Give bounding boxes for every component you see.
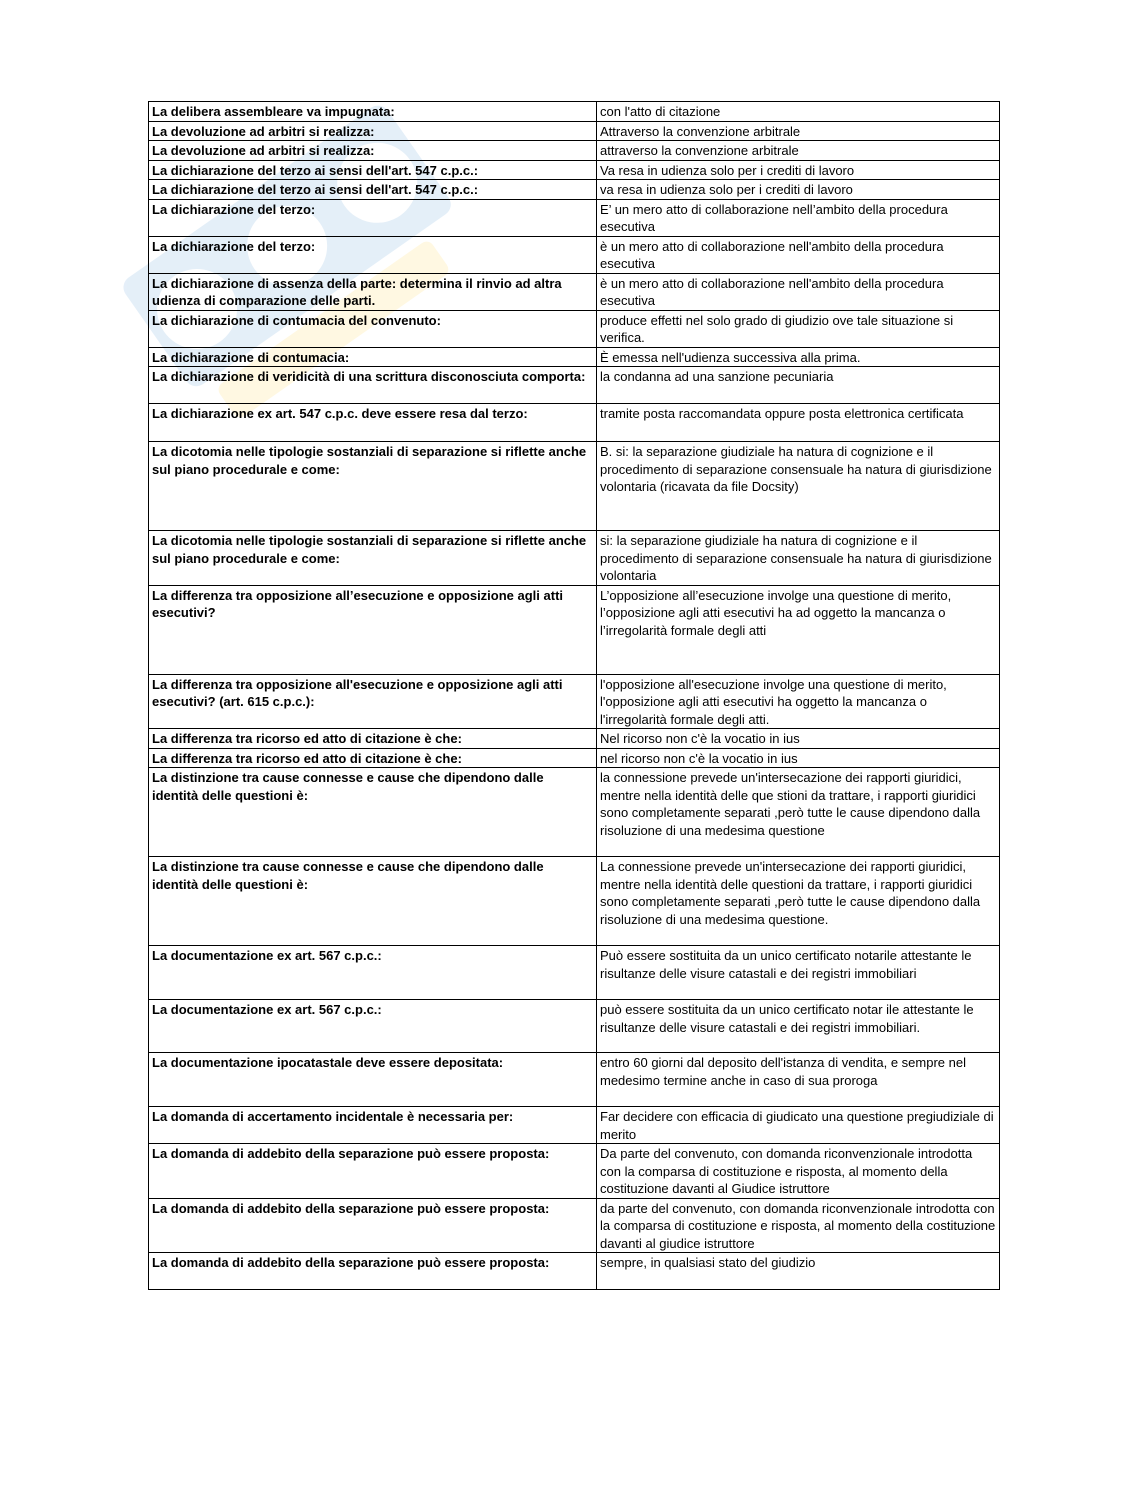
answer-cell: l'opposizione all'esecuzione involge una questione di merito, l'opposizione agli atti esecutivi ha oggetto la mancanza o l'irregolarità formale degli atti. — [597, 674, 1000, 729]
answer-cell: B. si: la separazione giudiziale ha natura di cognizione e il procedimento di separazione consensuale ha natura di giurisdizione volontaria (ricavata da file Docsity) — [597, 442, 1000, 531]
table-row — [149, 1107, 1000, 1144]
answer-cell: L’opposizione all’esecuzione involge una questione di merito, l’opposizione agli atti esecutivi ha ad oggetto la mancanza o l’irregolarità formale degli atti — [597, 585, 1000, 674]
question-cell: La dichiarazione ex art. 547 c.p.c. deve essere resa dal terzo: — [149, 404, 597, 442]
qa-table — [148, 101, 1000, 1290]
question-cell: La differenza tra opposizione all'esecuzione e opposizione agli atti esecutivi? (art. 615 c.p.c.): — [149, 674, 597, 729]
question-cell: La differenza tra opposizione all’esecuzione e opposizione agli atti esecutivi? — [149, 585, 597, 674]
question-cell: La differenza tra ricorso ed atto di citazione è che: — [149, 729, 597, 749]
question-cell: La devoluzione ad arbitri si realizza: — [149, 121, 597, 141]
table-row — [149, 1144, 1000, 1199]
answer-cell: E’ un mero atto di collaborazione nell’ambito della procedura esecutiva — [597, 199, 1000, 236]
table-row — [149, 102, 1000, 122]
answer-cell: va resa in udienza solo per i crediti di lavoro — [597, 180, 1000, 200]
question-cell: La dicotomia nelle tipologie sostanziali di separazione si riflette anche sul piano procedurale e come: — [149, 442, 597, 531]
answer-cell: è un mero atto di collaborazione nell'ambito della procedura esecutiva — [597, 236, 1000, 273]
question-cell: La distinzione tra cause connesse e cause che dipendono dalle identità delle questioni è: — [149, 857, 597, 946]
answer-cell: con l'atto di citazione — [597, 102, 1000, 122]
table-row — [149, 199, 1000, 236]
question-cell: La documentazione ex art. 567 c.p.c.: — [149, 946, 597, 1000]
question-cell: La documentazione ipocatastale deve essere depositata: — [149, 1053, 597, 1107]
answer-cell: Va resa in udienza solo per i crediti di lavoro — [597, 160, 1000, 180]
answer-cell: Far decidere con efficacia di giudicato una questione pregiudiziale di merito — [597, 1107, 1000, 1144]
question-cell: La domanda di addebito della separazione può essere proposta: — [149, 1144, 597, 1199]
question-cell: La differenza tra ricorso ed atto di citazione è che: — [149, 748, 597, 768]
answer-cell: può essere sostituita da un unico certificato notar ile attestante le risultanze delle visure catastali e dei registri immobiliari. — [597, 1000, 1000, 1053]
question-cell: La dicotomia nelle tipologie sostanziali di separazione si riflette anche sul piano procedurale e come: — [149, 531, 597, 586]
answer-cell: attraverso la convenzione arbitrale — [597, 141, 1000, 161]
table-row — [149, 1198, 1000, 1253]
answer-cell: Può essere sostituita da un unico certificato notarile attestante le risultanze delle visure catastali e dei registri immobiliari — [597, 946, 1000, 1000]
table-row — [149, 585, 1000, 674]
question-cell: La dichiarazione di veridicità di una scrittura disconosciuta comporta: — [149, 367, 597, 404]
question-cell: La dichiarazione di assenza della parte: determina il rinvio ad altra udienza di comparazione delle parti. — [149, 273, 597, 310]
answer-cell: nel ricorso non c'è la vocatio in ius — [597, 748, 1000, 768]
answer-cell: da parte del convenuto, con domanda riconvenzionale introdotta con la comparsa di costituzione e risposta, al momento della costituzione davanti al giudice istruttore — [597, 1198, 1000, 1253]
answer-cell: si: la separazione giudiziale ha natura di cognizione e il procedimento di separazione consensuale ha natura di giurisdizione volontaria — [597, 531, 1000, 586]
question-cell: La documentazione ex art. 567 c.p.c.: — [149, 1000, 597, 1053]
table-row — [149, 160, 1000, 180]
answer-cell: Nel ricorso non c'è la vocatio in ius — [597, 729, 1000, 749]
table-row — [149, 857, 1000, 946]
question-cell: La dichiarazione del terzo: — [149, 199, 597, 236]
table-row — [149, 310, 1000, 347]
question-cell: La domanda di addebito della separazione può essere proposta: — [149, 1198, 597, 1253]
question-cell: La dichiarazione del terzo: — [149, 236, 597, 273]
answer-cell: tramite posta raccomandata oppure posta elettronica certificata — [597, 404, 1000, 442]
table-row — [149, 141, 1000, 161]
table-row — [149, 236, 1000, 273]
question-cell: La dichiarazione del terzo ai sensi dell'art. 547 c.p.c.: — [149, 180, 597, 200]
answer-cell: è un mero atto di collaborazione nell'ambito della procedura esecutiva — [597, 273, 1000, 310]
question-cell: La delibera assembleare va impugnata: — [149, 102, 597, 122]
question-cell: La devoluzione ad arbitri si realizza: — [149, 141, 597, 161]
table-row — [149, 367, 1000, 404]
table-row — [149, 946, 1000, 1000]
qa-table-body — [149, 102, 1000, 1290]
table-row — [149, 347, 1000, 367]
question-cell: La distinzione tra cause connesse e cause che dipendono dalle identità delle questioni è: — [149, 768, 597, 857]
answer-cell: entro 60 giorni dal deposito dell'istanza di vendita, e sempre nel medesimo termine anche in caso di sua proroga — [597, 1053, 1000, 1107]
table-row — [149, 404, 1000, 442]
table-row — [149, 273, 1000, 310]
answer-cell: sempre, in qualsiasi stato del giudizio — [597, 1253, 1000, 1290]
answer-cell: la condanna ad una sanzione pecuniaria — [597, 367, 1000, 404]
question-cell: La dichiarazione di contumacia: — [149, 347, 597, 367]
answer-cell: Attraverso la convenzione arbitrale — [597, 121, 1000, 141]
answer-cell: È emessa nell'udienza successiva alla prima. — [597, 347, 1000, 367]
table-row — [149, 729, 1000, 749]
table-row — [149, 442, 1000, 531]
table-row — [149, 768, 1000, 857]
table-row — [149, 1000, 1000, 1053]
question-cell: La domanda di addebito della separazione può essere proposta: — [149, 1253, 597, 1290]
answer-cell: La connessione prevede un'intersecazione dei rapporti giuridici, mentre nella identità delle questioni da trattare, i rapporti giuridici sono completamente separati ,però tutte le cause dipendono dalla risoluzione di una medesima questione. — [597, 857, 1000, 946]
table-row — [149, 531, 1000, 586]
table-row — [149, 1253, 1000, 1290]
answer-cell: la connessione prevede un'intersecazione dei rapporti giuridici, mentre nella identità delle que stioni da trattare, i rapporti giuridici sono completamente separati ,però tutte le cause dipendono dalla risoluzione di una medesima questione — [597, 768, 1000, 857]
question-cell: La dichiarazione del terzo ai sensi dell'art. 547 c.p.c.: — [149, 160, 597, 180]
question-cell: La dichiarazione di contumacia del convenuto: — [149, 310, 597, 347]
table-row — [149, 180, 1000, 200]
table-row — [149, 674, 1000, 729]
table-row — [149, 1053, 1000, 1107]
table-row — [149, 121, 1000, 141]
question-cell: La domanda di accertamento incidentale è necessaria per: — [149, 1107, 597, 1144]
answer-cell: Da parte del convenuto, con domanda riconvenzionale introdotta con la comparsa di costituzione e risposta, al momento della costituzione davanti al Giudice istruttore — [597, 1144, 1000, 1199]
answer-cell: produce effetti nel solo grado di giudizio ove tale situazione si verifica. — [597, 310, 1000, 347]
table-row — [149, 748, 1000, 768]
